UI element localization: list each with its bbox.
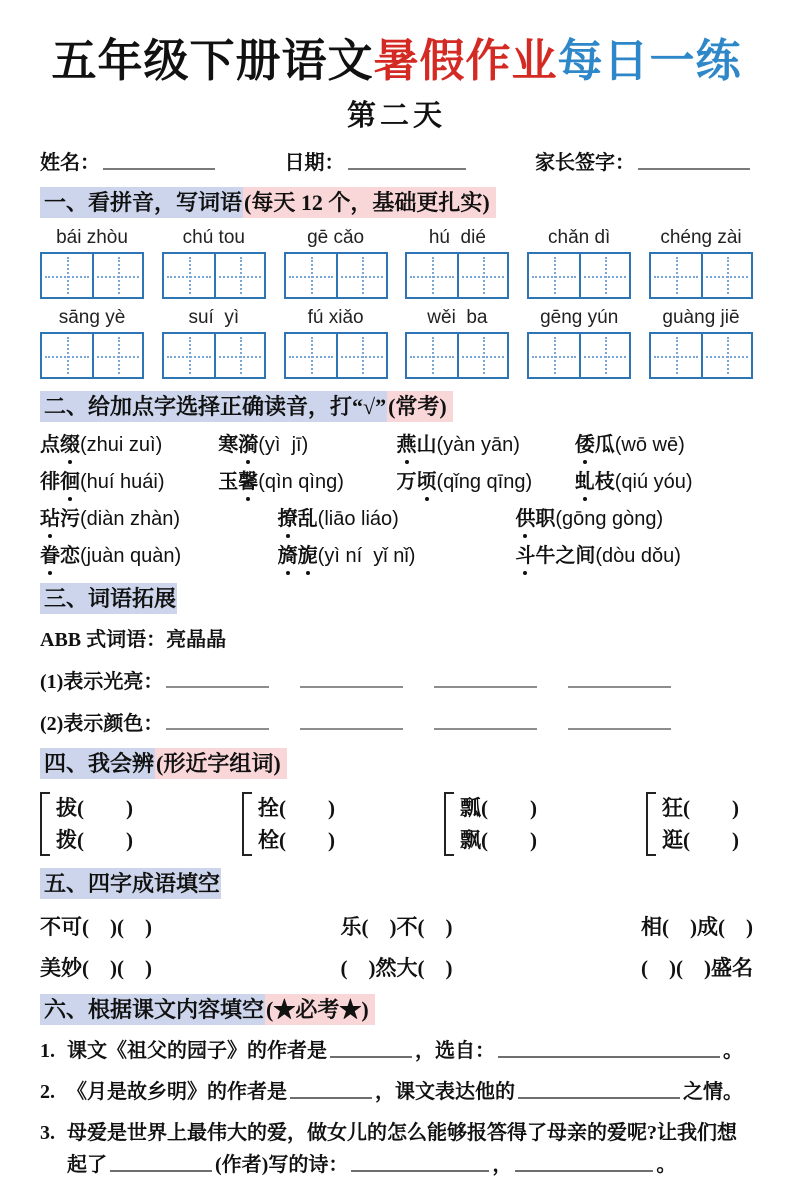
writing-cell[interactable]: [407, 334, 457, 377]
dotted-char: 撩: [278, 505, 298, 534]
section3-heading: [40, 582, 753, 615]
question-text: 。: [656, 1154, 677, 1176]
blank-line[interactable]: [103, 156, 215, 170]
pinyin-label: fú xiǎo: [307, 307, 364, 328]
pinyin-label: suí yì: [188, 307, 240, 328]
char-pair-item[interactable]: 拔( ): [56, 796, 133, 820]
section6-heading: [40, 993, 753, 1026]
word-extension-area: [40, 665, 753, 736]
writing-cell[interactable]: [42, 334, 92, 377]
writing-grid: [405, 332, 509, 379]
question-text: ，选自：: [415, 1040, 495, 1062]
dotted-char: 旎: [298, 542, 318, 571]
writing-cell[interactable]: [286, 334, 336, 377]
line-label: (2)表示颜色：: [40, 713, 164, 735]
similar-char-area: [40, 792, 753, 856]
writing-cell[interactable]: [336, 254, 386, 297]
writing-grid: [40, 332, 144, 379]
word-group: [162, 307, 266, 379]
dotted-char: 之: [555, 545, 576, 567]
question-item: [40, 1117, 753, 1181]
blank-line[interactable]: [348, 156, 466, 170]
abb-line: [40, 707, 753, 736]
dotted-char: 斗: [515, 542, 535, 571]
char-pair-item[interactable]: 逛( ): [662, 828, 739, 852]
page-title: [40, 24, 753, 89]
word-group: [162, 227, 266, 299]
writing-cell[interactable]: [457, 254, 507, 297]
blank-line[interactable]: [434, 716, 537, 730]
dotted-char: 万: [396, 471, 417, 493]
question-text: ，课文表达他的: [375, 1081, 515, 1103]
section4-heading-note: (形近字组词): [155, 748, 287, 779]
pinyin-options: (qiú yóu): [614, 471, 693, 493]
blank-line[interactable]: [290, 1085, 372, 1099]
writing-grid: [284, 332, 388, 379]
reading-row: [40, 431, 753, 460]
pinyin-options: (juàn quàn): [80, 545, 182, 567]
blank-line[interactable]: [166, 674, 269, 688]
section2-heading: [40, 390, 753, 423]
writing-grid: [527, 252, 631, 299]
writing-cell[interactable]: [164, 334, 214, 377]
pinyin-options: (yì ní yǐ nǐ): [317, 545, 416, 567]
reading-item[interactable]: [40, 431, 218, 460]
dotted-char: 燕: [397, 431, 417, 460]
section1-heading-main: 一、看拼音，写词语: [40, 187, 243, 218]
char-pair-item[interactable]: 拨( ): [56, 828, 133, 852]
writing-grid: [649, 332, 753, 379]
pinyin-options: (liāo liáo): [317, 508, 399, 530]
section1-heading-note: (每天 12 个，基础更扎实): [243, 187, 496, 218]
pinyin-options: (yàn yān): [436, 434, 520, 456]
reading-item[interactable]: [397, 468, 575, 497]
pinyin-label: gēng yún: [540, 307, 619, 328]
writing-cell[interactable]: [42, 254, 92, 297]
section6-heading-note: (★必考★): [265, 994, 375, 1025]
writing-cell[interactable]: [651, 334, 701, 377]
dotted-char: 供: [515, 505, 535, 534]
reading-item[interactable]: [40, 468, 218, 497]
question-item: [40, 1076, 753, 1108]
word-group: [527, 307, 631, 379]
section1-heading: [40, 186, 753, 219]
question-number: 3.: [40, 1122, 55, 1144]
blank-line[interactable]: [330, 1044, 412, 1058]
section6-heading-main: 六、根据课文内容填空: [40, 994, 265, 1025]
word-group: [405, 227, 509, 299]
blank-line[interactable]: [300, 716, 403, 730]
pinyin-options: (zhui zuì): [80, 434, 163, 456]
pinyin-options: (yì jī): [258, 434, 309, 456]
question-text: (作者)写的诗：: [215, 1154, 349, 1176]
info-field: [285, 146, 469, 175]
writing-cell[interactable]: [457, 334, 507, 377]
idiom-row: [40, 952, 753, 982]
question-number: 2.: [40, 1081, 55, 1103]
blank-line[interactable]: [300, 674, 403, 688]
reading-item[interactable]: [278, 505, 516, 534]
reading-row: [40, 542, 753, 571]
writing-grid: [527, 332, 631, 379]
char-pair-item[interactable]: 栓( ): [258, 828, 335, 852]
bracket-icon: [444, 792, 454, 856]
pinyin-options: (gōng gòng): [555, 508, 664, 530]
dotted-char: 山: [416, 434, 437, 456]
pinyin-writing-area: [40, 227, 753, 379]
writing-cell[interactable]: [92, 334, 142, 377]
idiom-item[interactable]: 美妙( )( ): [40, 956, 152, 980]
dotted-char: 馨: [238, 468, 258, 497]
dotted-char: 枝: [594, 471, 615, 493]
dotted-char: 徊: [60, 468, 80, 497]
section2-heading-main: 二、给加点字选择正确读音，打“√”: [40, 391, 387, 422]
line-label: (1)表示光亮：: [40, 671, 164, 693]
dotted-char: 虬: [575, 468, 595, 497]
word-group: [284, 227, 388, 299]
pinyin-options: (huí huái): [80, 471, 165, 493]
pinyin-label: chǎn dì: [548, 227, 611, 248]
reading-choice-area: [40, 431, 753, 571]
dotted-char: 牛: [535, 545, 556, 567]
dotted-char: 职: [535, 508, 556, 530]
blank-line[interactable]: [166, 716, 269, 730]
info-label: 日期：: [284, 152, 345, 174]
writing-grid: [40, 252, 144, 299]
blank-line[interactable]: [518, 1085, 680, 1099]
pinyin-options: (wō wē): [614, 434, 685, 456]
reading-item[interactable]: [218, 431, 396, 460]
section5-heading: [40, 867, 753, 900]
question-text: 。: [723, 1040, 743, 1062]
abb-example-text: ABB 式词语：亮晶晶: [40, 629, 227, 651]
char-pair-group: [242, 792, 335, 856]
char-pair-item[interactable]: 拴( ): [258, 796, 335, 820]
pinyin-label: sāng yè: [58, 307, 126, 328]
blank-line[interactable]: [568, 674, 671, 688]
info-label: 姓名：: [40, 152, 100, 174]
char-pair-column: [258, 792, 335, 856]
reading-item[interactable]: [515, 505, 753, 534]
pinyin-label: wěi ba: [427, 307, 488, 328]
word-group: [405, 307, 509, 379]
dotted-char: 眷: [40, 542, 60, 571]
char-pair-group: [444, 792, 537, 856]
idiom-item[interactable]: 相( )成( ): [641, 915, 753, 939]
char-pair-column: [56, 792, 133, 856]
writing-cell[interactable]: [286, 254, 336, 297]
writing-cell[interactable]: [579, 254, 629, 297]
title-black: 五年级下册语文: [51, 35, 374, 86]
dotted-char: 旖: [278, 542, 298, 571]
reading-item[interactable]: [575, 431, 753, 460]
dotted-char: 恋: [60, 545, 80, 567]
reading-item[interactable]: [397, 431, 575, 460]
dotted-char: 漪: [238, 431, 258, 460]
idiom-row: [40, 911, 753, 941]
writing-cell[interactable]: [701, 254, 751, 297]
writing-grid: [284, 252, 388, 299]
writing-cell[interactable]: [651, 254, 701, 297]
writing-cell[interactable]: [529, 254, 579, 297]
reading-row: [40, 468, 753, 497]
writing-cell[interactable]: [336, 334, 386, 377]
writing-cell[interactable]: [92, 254, 142, 297]
word-group: [40, 307, 144, 379]
char-pair-item[interactable]: 瓢( ): [460, 796, 537, 820]
dotted-char: 寒: [218, 434, 239, 456]
dotted-char: 顷: [417, 468, 437, 497]
char-pair-column: [662, 792, 739, 856]
info-field: [40, 146, 218, 175]
pinyin-options: (qǐng qīng): [436, 471, 533, 493]
bracket-icon: [40, 792, 50, 856]
question-text: 之情。: [683, 1081, 743, 1103]
writing-cell[interactable]: [164, 254, 214, 297]
section5-heading-main: 五、四字成语填空: [40, 868, 221, 899]
writing-cell[interactable]: [214, 334, 264, 377]
writing-grid: [162, 252, 266, 299]
reading-item[interactable]: [218, 468, 396, 497]
word-group: [649, 227, 753, 299]
section4-heading: [40, 747, 753, 780]
pinyin-options: (diàn zhàn): [80, 508, 181, 530]
pinyin-label: bái zhòu: [56, 227, 128, 248]
word-group: [527, 227, 631, 299]
dotted-char: 倭: [575, 431, 595, 460]
blank-line[interactable]: [638, 156, 750, 170]
idiom-item[interactable]: ( )( )盛名: [641, 956, 753, 980]
question-text: 课文《祖父的园子》的作者是: [67, 1040, 327, 1062]
abb-line: [40, 665, 753, 694]
pinyin-label: guàng jiē: [662, 307, 740, 328]
reading-item[interactable]: [40, 505, 278, 534]
char-pair-item[interactable]: 狂( ): [662, 796, 739, 820]
idiom-item[interactable]: 不可( )( ): [40, 915, 152, 939]
char-pair-group: [40, 792, 133, 856]
pinyin-label: chéng zài: [660, 227, 742, 248]
pinyin-label: chú tou: [182, 227, 245, 248]
writing-cell[interactable]: [529, 334, 579, 377]
word-group: [649, 307, 753, 379]
reading-item[interactable]: [575, 468, 753, 497]
section4-heading-main: 四、我会辨: [40, 748, 155, 779]
question-number: 1.: [40, 1040, 55, 1062]
info-field: [535, 146, 753, 175]
dotted-char: 间: [575, 545, 596, 567]
writing-cell[interactable]: [579, 334, 629, 377]
bracket-icon: [242, 792, 252, 856]
reading-item[interactable]: [515, 542, 753, 571]
pinyin-label: hú dié: [428, 227, 486, 248]
reading-item[interactable]: [278, 542, 516, 571]
writing-cell[interactable]: [407, 254, 457, 297]
dotted-char: 瓜: [594, 434, 615, 456]
section2-heading-note: (常考): [387, 391, 453, 422]
char-pair-column: [460, 792, 537, 856]
question-item: [40, 1035, 753, 1067]
writing-cell[interactable]: [214, 254, 264, 297]
blank-line[interactable]: [515, 1158, 653, 1172]
dotted-char: 点: [40, 434, 60, 456]
pinyin-options: (qìn qìng): [258, 471, 344, 493]
section3-heading-main: 三、词语拓展: [40, 583, 177, 614]
idiom-fill-area: [40, 911, 753, 982]
day-heading: 第二天: [346, 100, 446, 132]
reading-row: [40, 505, 753, 534]
dotted-char: 污: [60, 508, 80, 530]
bracket-icon: [646, 792, 656, 856]
question-text: 《月是故乡明》的作者是: [67, 1081, 287, 1103]
char-pair-item[interactable]: 飘( ): [460, 828, 537, 852]
dotted-char: 缀: [60, 431, 80, 460]
question-text: ，: [492, 1154, 513, 1176]
writing-grid: [649, 252, 753, 299]
dotted-char: 乱: [297, 508, 318, 530]
blank-line[interactable]: [498, 1044, 720, 1058]
title-blue: 每日一练: [557, 35, 742, 86]
blank-line[interactable]: [110, 1158, 212, 1172]
blank-line[interactable]: [568, 716, 671, 730]
word-group: [40, 227, 144, 299]
dotted-char: 徘: [40, 471, 60, 493]
writing-grid: [162, 332, 266, 379]
dotted-char: 玉: [218, 471, 239, 493]
pinyin-options: (dòu dǒu): [595, 545, 681, 567]
info-line: [40, 146, 753, 175]
writing-grid: [405, 252, 509, 299]
blank-line[interactable]: [351, 1158, 489, 1172]
writing-cell[interactable]: [701, 334, 751, 377]
question-text: 母爱是世界上最伟大的爱，做女儿的怎么能够报答得了母亲的爱呢?让我们想起了: [67, 1122, 737, 1176]
info-label: 家长签字：: [535, 152, 635, 174]
idiom-item[interactable]: 乐( )不( ): [340, 915, 453, 939]
reading-item[interactable]: [40, 542, 278, 571]
char-pair-group: [646, 792, 739, 856]
pinyin-grid-row: [40, 227, 753, 299]
idiom-item[interactable]: ( )然大( ): [340, 956, 453, 980]
pinyin-label: gē cǎo: [307, 227, 365, 248]
blank-line[interactable]: [434, 674, 537, 688]
dotted-char: 玷: [40, 505, 60, 534]
title-red: 暑假作业: [373, 35, 558, 86]
text-fill-area: [40, 1035, 753, 1181]
pinyin-grid-row: [40, 307, 753, 379]
word-group: [284, 307, 388, 379]
